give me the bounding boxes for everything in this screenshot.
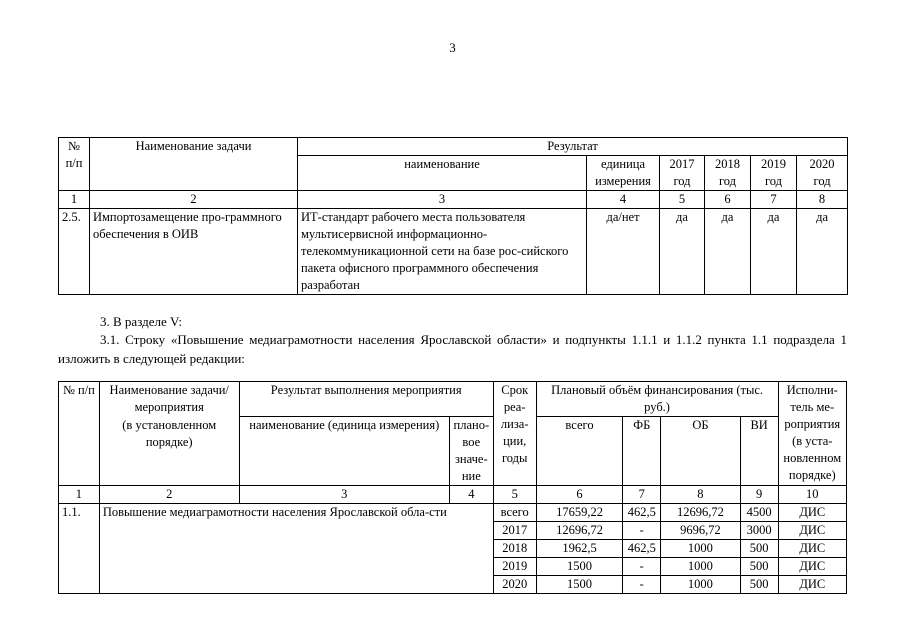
table-row [59, 504, 847, 522]
column-number: 1 [59, 191, 90, 209]
header-naming: наименование [298, 156, 587, 191]
row-term: 2018 [493, 540, 536, 558]
header-total: всего [536, 417, 623, 486]
row-ob: 12696,72 [661, 504, 741, 522]
item-name: Повышение медиаграмотности населения Ярославской обла-сти [99, 504, 493, 594]
header-year-2019: 2019 год [751, 156, 797, 191]
section-text: 3.1. Строку «Повышение медиаграмотности населения Ярославской области» и подпункты 1.1.1 и 1.1.2 пункта 1.1 подраздела 1 изложить в следующей редакции: [58, 332, 847, 366]
row-year-2017: да [660, 209, 705, 295]
row-year-2018: да [705, 209, 751, 295]
row-total: 17659,22 [536, 504, 623, 522]
header-num: № п/п [59, 138, 90, 191]
row-term: 2019 [493, 558, 536, 576]
row-executor: ДИС [778, 576, 846, 594]
row-fb: 462,5 [623, 504, 661, 522]
column-number: 7 [751, 191, 797, 209]
header-executor: Исполни-тель ме-роприятия (в уста-новленном порядке) [778, 382, 846, 486]
header-task-name: Наименование задачи [90, 138, 298, 191]
row-executor: ДИС [778, 522, 846, 540]
column-number: 9 [740, 486, 778, 504]
header-planned: плано-вое значе-ние [449, 417, 493, 486]
row-ob: 9696,72 [661, 522, 741, 540]
row-result: ИТ-стандарт рабочего места пользователя мультисервисной информационно-телекоммуникационной сети на базе рос-сийского пакета офисного программного обеспечения разработан [298, 209, 587, 295]
row-fb: - [623, 576, 661, 594]
column-number: 5 [660, 191, 705, 209]
column-number: 2 [90, 191, 298, 209]
header-task-sub: (в установленном порядке) [99, 417, 239, 486]
header-result: Результат [298, 138, 848, 156]
column-number: 3 [298, 191, 587, 209]
row-term: всего [493, 504, 536, 522]
header-ob: ОБ [661, 417, 741, 486]
column-number: 2 [99, 486, 239, 504]
row-executor: ДИС [778, 558, 846, 576]
header-year-2018: 2018 год [705, 156, 751, 191]
header-num: № п/п [59, 382, 100, 486]
header-funding: Плановый объём финансирования (тыс. руб.) [536, 382, 778, 417]
header-term: Срок реа-лиза-ции, годы [493, 382, 536, 486]
row-executor: ДИС [778, 504, 846, 522]
row-ob: 1000 [661, 576, 741, 594]
column-number: 4 [587, 191, 660, 209]
header-year-2017: 2017 год [660, 156, 705, 191]
row-vi: 3000 [740, 522, 778, 540]
row-task: Импортозамещение про-граммного обеспечения в ОИВ [90, 209, 298, 295]
row-vi: 500 [740, 558, 778, 576]
header-task: Наименование задачи/мероприятия [99, 382, 239, 417]
section-heading: 3. В разделе V: [100, 314, 183, 329]
row-vi: 500 [740, 540, 778, 558]
row-vi: 4500 [740, 504, 778, 522]
row-unit: да/нет [587, 209, 660, 295]
row-year-2019: да [751, 209, 797, 295]
row-total: 1500 [536, 576, 623, 594]
header-result: Результат выполнения мероприятия [239, 382, 493, 417]
header-fb: ФБ [623, 417, 661, 486]
row-total: 12696,72 [536, 522, 623, 540]
header-unit: единица измерения [587, 156, 660, 191]
column-number: 1 [59, 486, 100, 504]
funding-table [58, 381, 847, 594]
column-number-row [59, 486, 847, 504]
item-num: 1.1. [59, 504, 100, 594]
column-number-row [59, 191, 848, 209]
row-year-2020: да [797, 209, 848, 295]
column-number: 8 [661, 486, 741, 504]
table-row [59, 209, 848, 295]
header-vi: ВИ [740, 417, 778, 486]
header-year-2020: 2020 год [797, 156, 848, 191]
column-number: 4 [449, 486, 493, 504]
column-number: 7 [623, 486, 661, 504]
results-table [58, 137, 848, 295]
row-ob: 1000 [661, 558, 741, 576]
row-total: 1500 [536, 558, 623, 576]
row-total: 1962,5 [536, 540, 623, 558]
row-term: 2020 [493, 576, 536, 594]
column-number: 8 [797, 191, 848, 209]
column-number: 6 [536, 486, 623, 504]
column-number: 5 [493, 486, 536, 504]
column-number: 10 [778, 486, 846, 504]
row-fb: - [623, 522, 661, 540]
page-number: 3 [449, 40, 456, 55]
row-fb: 462,5 [623, 540, 661, 558]
row-fb: - [623, 558, 661, 576]
row-executor: ДИС [778, 540, 846, 558]
row-ob: 1000 [661, 540, 741, 558]
header-result-name: наименование (единица измерения) [239, 417, 449, 486]
column-number: 3 [239, 486, 449, 504]
row-num: 2.5. [59, 209, 90, 295]
row-term: 2017 [493, 522, 536, 540]
row-vi: 500 [740, 576, 778, 594]
column-number: 6 [705, 191, 751, 209]
